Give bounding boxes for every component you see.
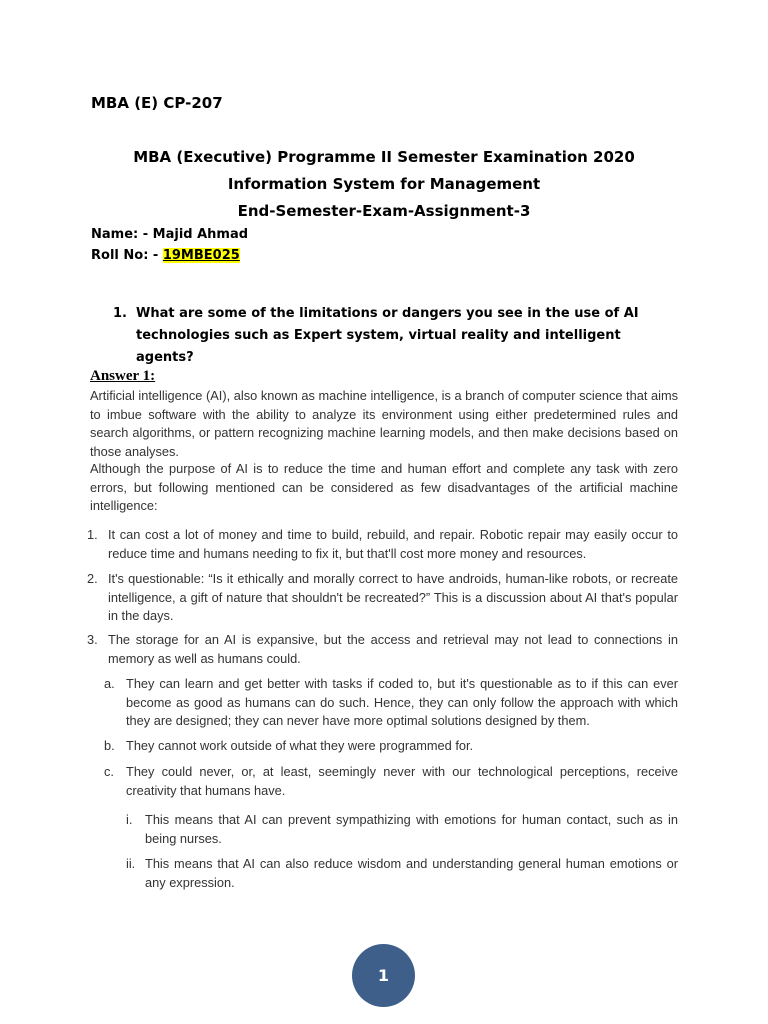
roll-number: 19MBE025 [162,248,240,263]
roman-list-item [126,811,678,848]
answer-paragraph-2: Although the purpose of AI is to reduce the time and human effort and complete any task with zero errors, but following mentioned can be considered as few disadvantages of the artificial machine intelligence: [90,461,678,513]
question-text: What are some of the limitations or dangers you see in the use of AI technologies such as Expert system, virtual reality and intelligent agents? [136,306,639,365]
list-item [87,526,678,563]
student-name: Name: - Majid Ahmad [91,227,249,242]
list-item [87,631,678,668]
roman-list-marker: i. [126,812,133,827]
roman-list-item-text: This means that AI can also reduce wisdom and understanding general human emotions or any expression. [145,856,678,890]
roll-label: Roll No: - [91,248,163,263]
sub-list-item [104,675,678,731]
sub-list-marker: b. [104,738,115,753]
subject-title: Information System for Management [227,175,541,193]
question-1 [113,303,679,369]
sub-list-marker: c. [104,764,114,779]
answer-heading: Answer 1: [90,368,156,384]
list-item-text: It's questionable: “Is it ethically and morally correct to have androids, human-like robots, or recreate intelligence, a gift of nature that shouldn't be recreated?” This is a discussion about AI that's popular in the days. [108,571,678,623]
list-item [87,570,678,626]
sub-list-item [104,737,678,756]
question-number: 1. [113,306,127,321]
roman-list-marker: ii. [126,856,136,871]
roman-list-item [126,855,678,892]
course-code: MBA (E) CP-207 [91,94,223,112]
list-marker: 1. [87,527,98,542]
list-marker: 2. [87,571,98,586]
answer-paragraph-1: Artificial intelligence (AI), also known as machine intelligence, is a branch of computer science that aims to imbue software with the ability to analyze its environment using either predetermined rules and search algorithms, or pattern recognizing machine learning models, and then make decisions based on those analyses. [90,388,678,459]
list-item-text: The storage for an AI is expansive, but the access and retrieval may not lead to connections in memory as well as humans could. [108,632,678,666]
assignment-title: End-Semester-Exam-Assignment-3 [237,202,531,220]
sub-list-item-text: They can learn and get better with tasks if coded to, but it's questionable as to if this can ever become as good as humans can do such. Hence, they can only follow the approach with which they are designed; they can never have more optimal solutions designed by them. [126,676,678,728]
exam-title: MBA (Executive) Programme II Semester Examination 2020 [133,148,635,166]
roman-list-item-text: This means that AI can prevent sympathizing with emotions for human contact, such as in being nurses. [145,812,678,846]
sub-list-marker: a. [104,676,115,691]
sub-list-item-text: They could never, or, at least, seemingly never with our technological perceptions, receive creativity that humans have. [126,764,678,798]
roll-number-line [91,248,240,263]
list-item-text: It can cost a lot of money and time to build, rebuild, and repair. Robotic repair may easily occur to reduce time and humans needing to fix it, but that'll cost more money and resources. [108,527,678,561]
sub-list-item [104,763,678,800]
list-marker: 3. [87,632,98,647]
page-number-badge: 1 [352,944,415,1007]
sub-list-item-text: They cannot work outside of what they were programmed for. [126,738,474,753]
